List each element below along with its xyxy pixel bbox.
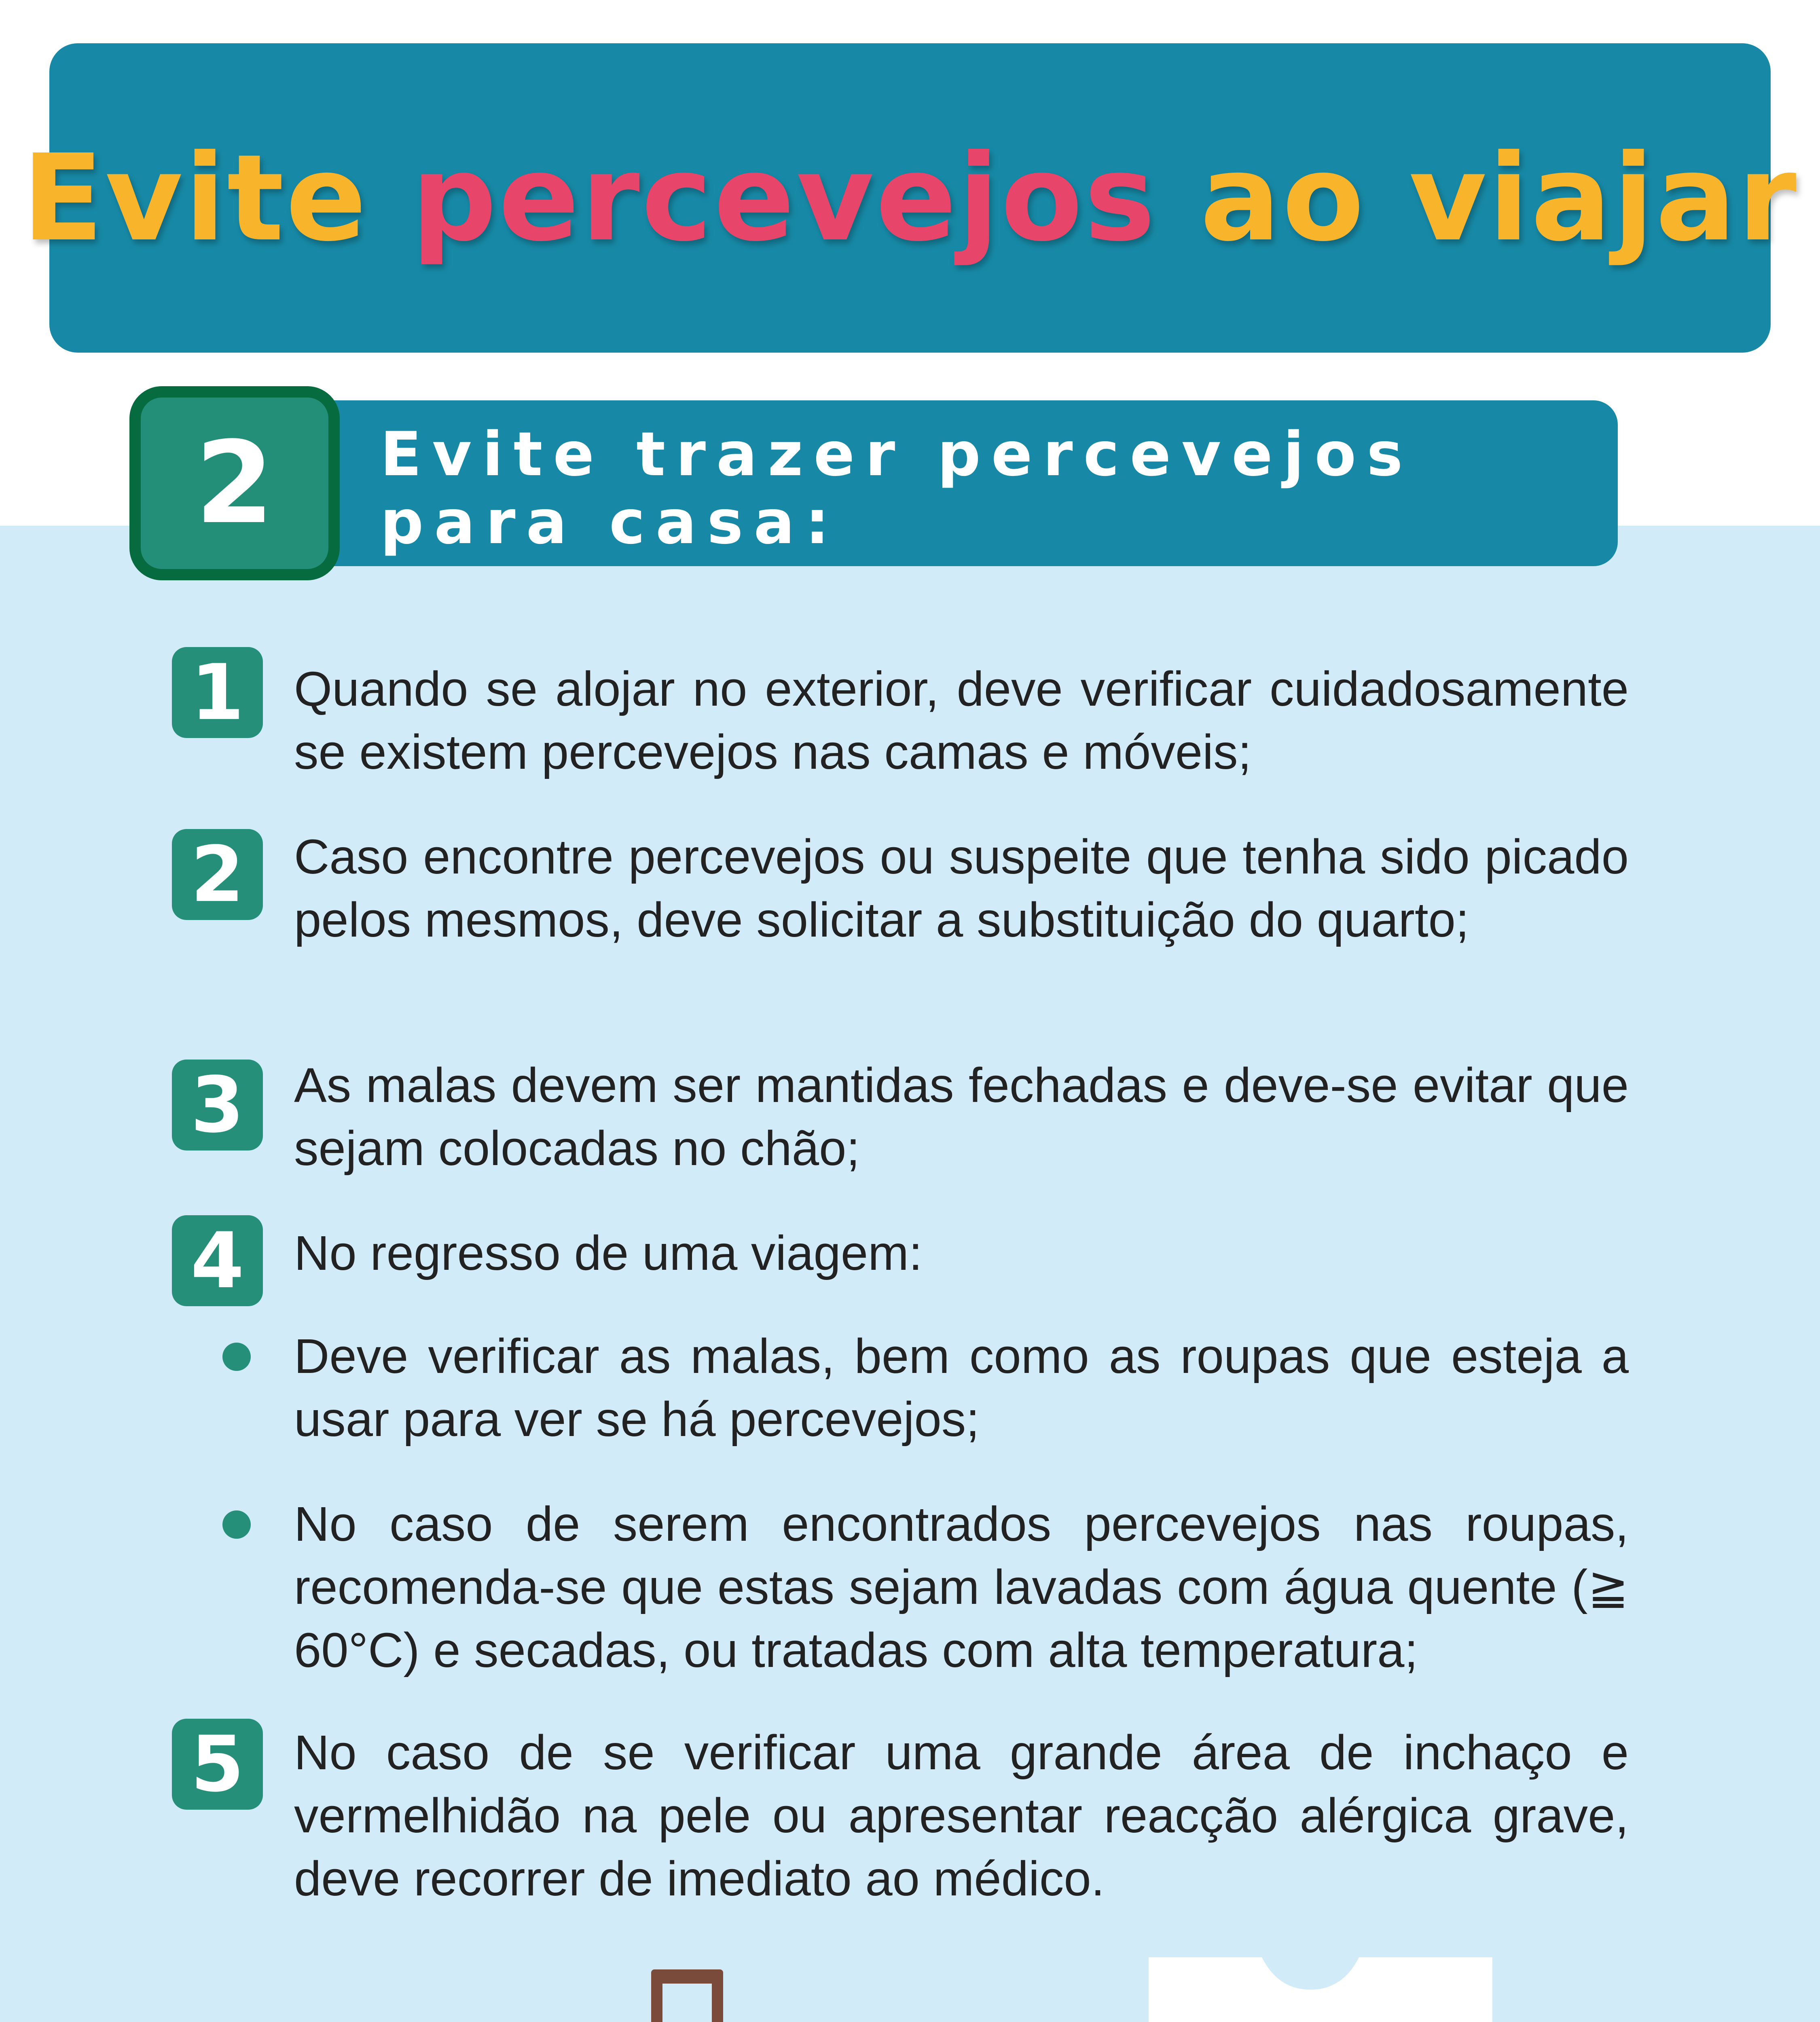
list-item: As malas devem ser mantidas fechadas e deve-se evitar que sejam colocadas no chão; [294,1058,1629,1176]
item-number-badge: 3 [172,1060,263,1151]
luggage-magnifier-illustration [590,1965,1056,2022]
item-number-badge: 5 [172,1719,263,1810]
title-part-2: percevejos [411,128,1157,268]
shirt-icon [1149,1957,1492,2022]
list-item: Quando se alojar no exterior, deve verificar cuidadosamente se existem percevejos nas camas e móveis; [294,661,1629,779]
page-title [22,129,1798,268]
title-banner [22,43,1798,353]
laundry-illustration [1108,1945,1537,2022]
list-item: No caso de se verificar uma grande área de inchaço e vermelhidão na pele ou apresentar reacção alérgica grave, deve recorrer de imediato ao médico. [294,1725,1629,1906]
item-number-badge: 4 [172,1215,263,1306]
bullet-dot [222,1510,251,1539]
luggage-icon [607,1969,971,2022]
section-title: Evite trazer percevejos para casa: [380,419,1414,558]
title-part-3: ao viajar [1157,128,1798,268]
item-number-badge: 1 [172,647,263,738]
list-item: Caso encontre percevejos ou suspeite que tenha sido picado pelos mesmos, deve solicitar a substituição do quarto; [294,829,1629,947]
list-item: No regresso de uma viagem: [294,1225,923,1280]
title-part-1: Evite [22,128,412,268]
bullet-dot [222,1343,251,1371]
bullet-item: No caso de serem encontrados percevejos nas roupas, recomenda-se que estas sejam lavadas com água quente (≧ 60°C) e secadas, ou tratadas com alta temperatura; [294,1496,1629,1677]
item-number-badge: 2 [172,829,263,920]
bullet-item: Deve verificar as malas, bem como as roupas que esteja a usar para ver se há percevejos; [294,1328,1629,1447]
section-number-badge: 2 [129,386,340,580]
